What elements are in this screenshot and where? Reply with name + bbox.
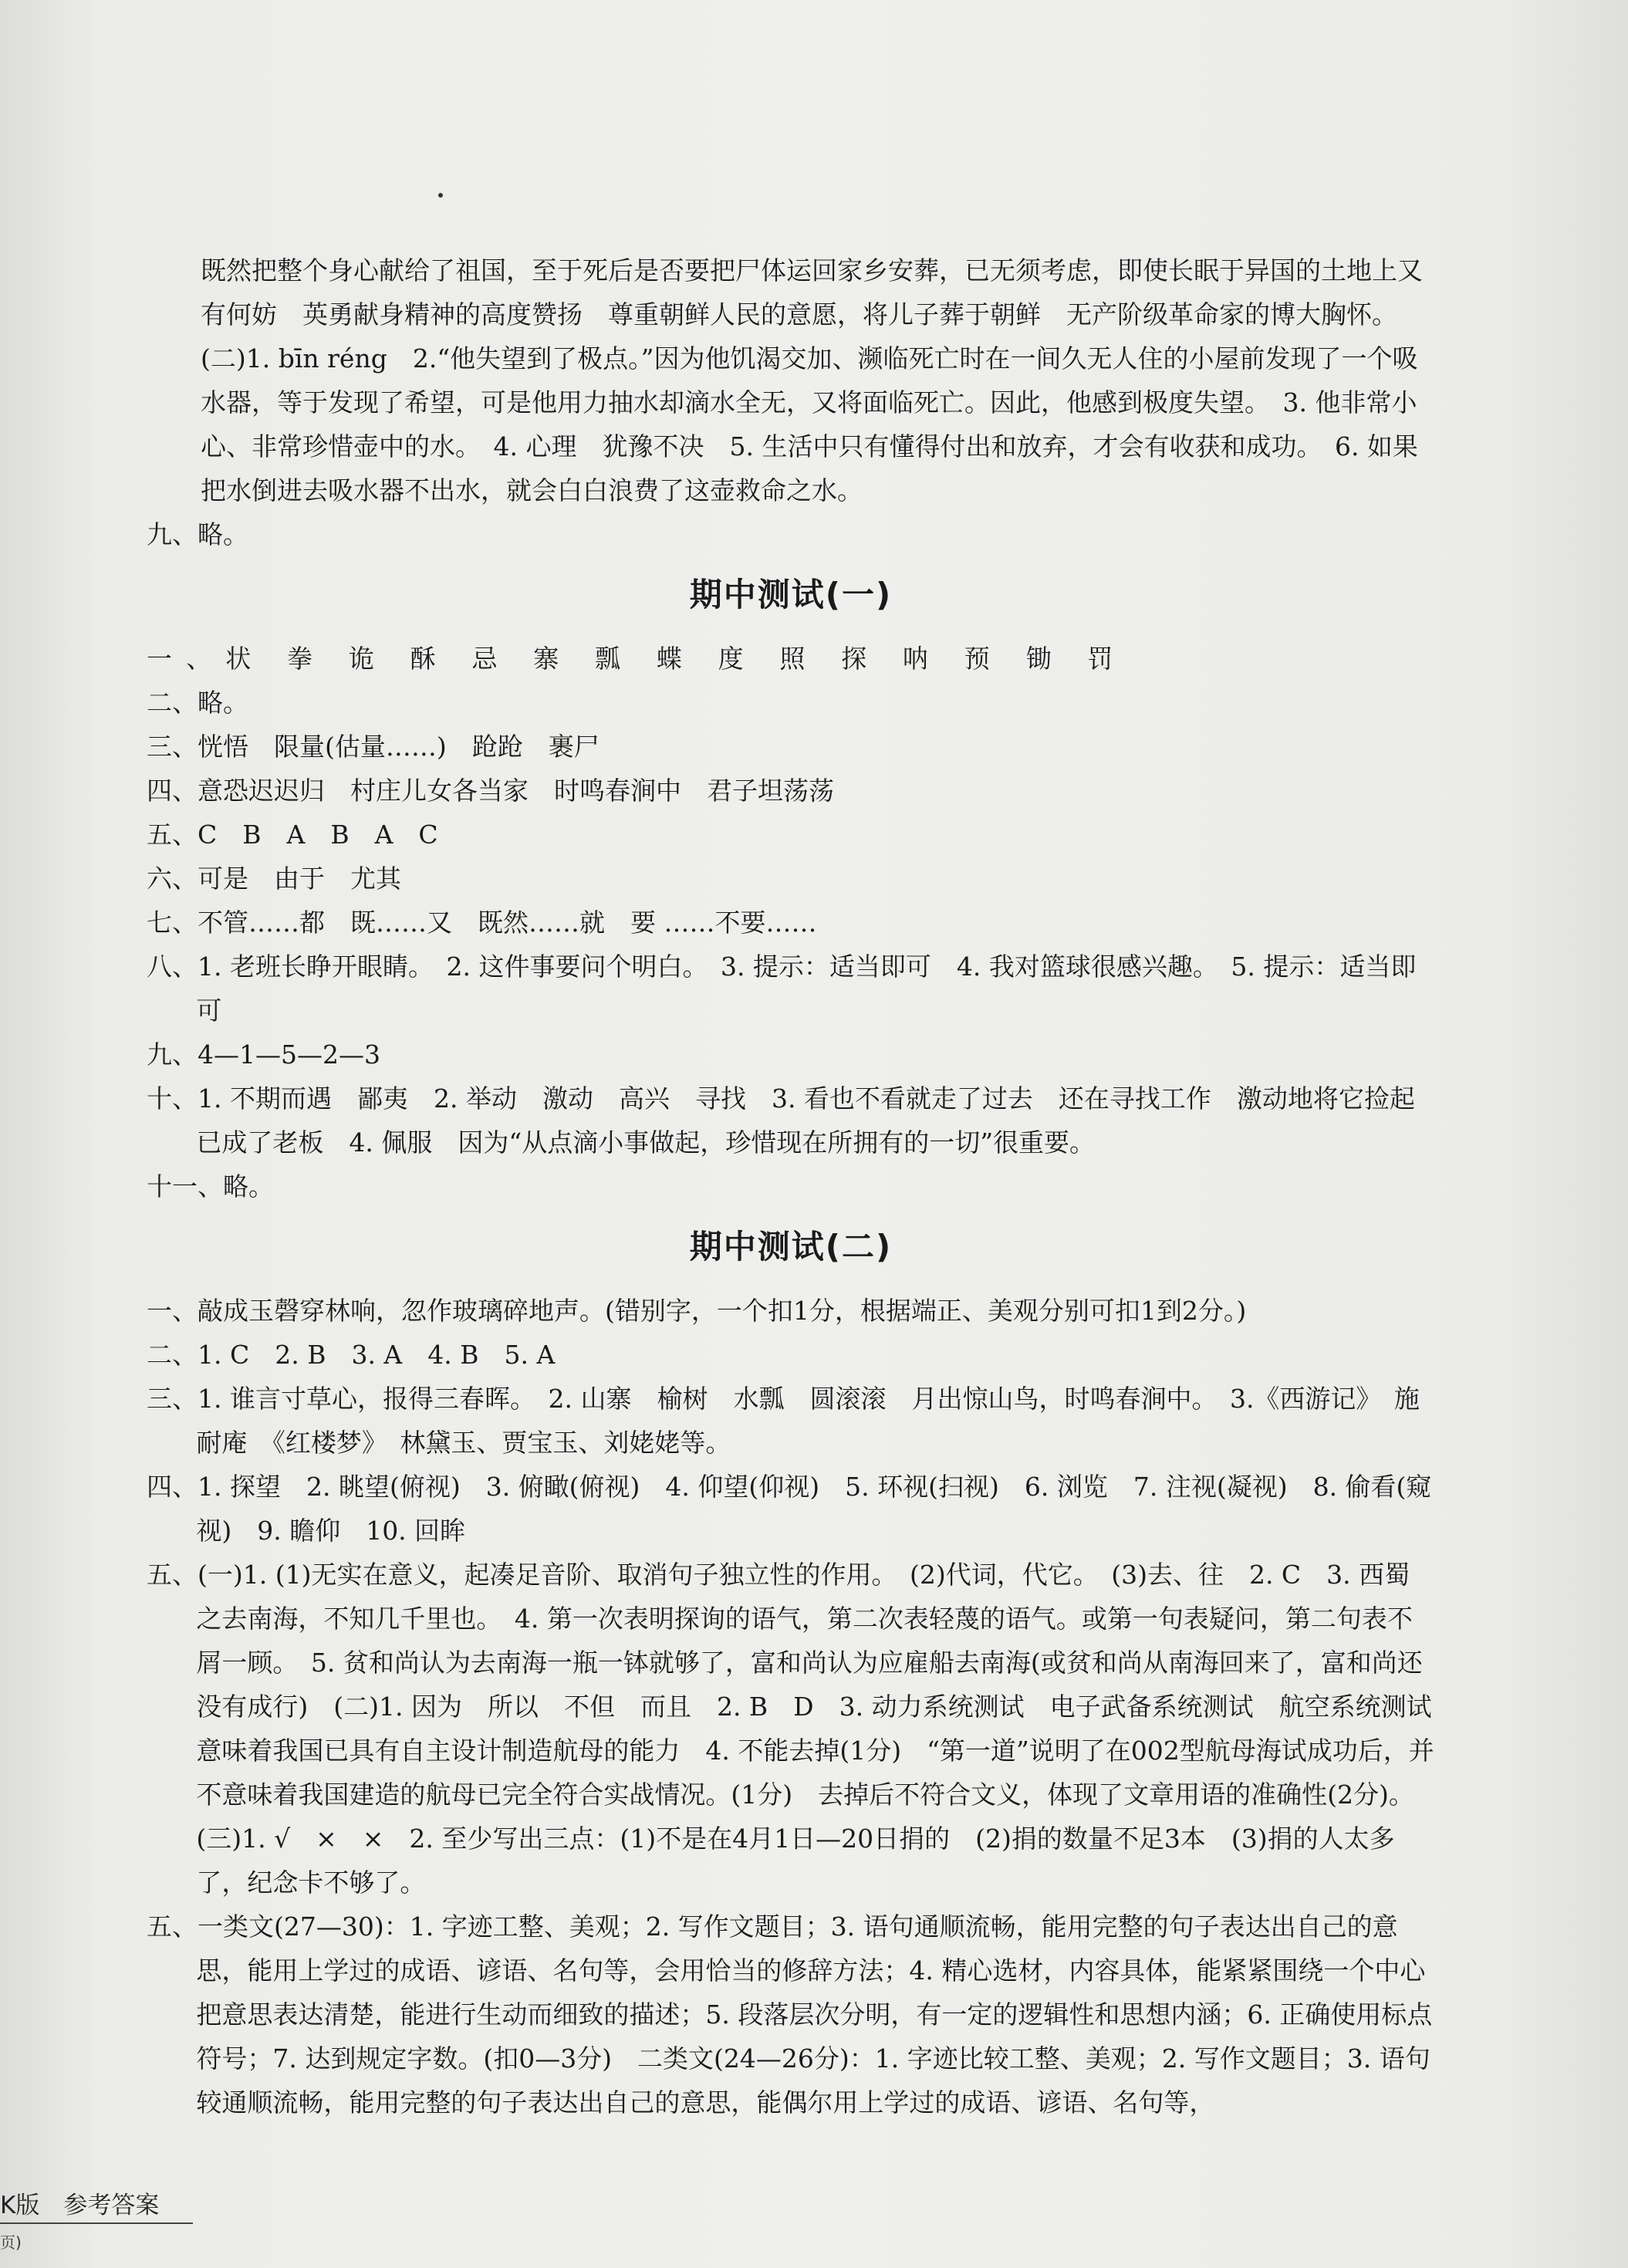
answer-item-nine: 九、略。 bbox=[147, 519, 248, 549]
answer-item: 十、1. 不期而遇 鄙夷 2. 举动 激动 高兴 寻找 3. 看也不看就走了过去 还在寻找工作 激动地将它捡起 已成了老板 4. 佩服 因为“从点滴小事做起，珍惜现在所拥有的一切”很重要。 bbox=[147, 1083, 1441, 1158]
answer-key-body bbox=[147, 248, 1457, 2124]
answer-item: 八、1. 老班长睁开眼睛。 2. 这件事要问个明白。 3. 提示：适当即可 4. 我对篮球很感兴趣。 5. 提示：适当即可 bbox=[147, 951, 1417, 1026]
footer-rule bbox=[0, 2222, 193, 2224]
answer-item: 十一、略。 bbox=[147, 1171, 274, 1202]
answer-item: 七、不管……都 既……又 既然……就 要 ……不要…… bbox=[147, 908, 817, 938]
section-title-midterm-2: 期中测试(二) bbox=[689, 1228, 893, 1266]
answer-item: 一、敲成玉磬穿林响，忽作玻璃碎地声。(错别字，一个扣1分，根据端正、美观分别可扣1到2分。) bbox=[147, 1296, 1247, 1326]
answer-item: 四、1. 探望 2. 眺望(俯视) 3. 俯瞰(俯视) 4. 仰望(仰视) 5. 环视(扫视) 6. 浏览 7. 注视(凝视) 8. 偷看(窥视) 9. 瞻仰 10. 回眸 bbox=[147, 1472, 1432, 1546]
answer-item: 五、(一)1. (1)无实在意义，起凑足音阶、取消句子独立性的作用。 (2)代词，代它。 (3)去、往 2. C 3. 西蜀之去南海，不知几千里也。 4. 第一次表明探询的语气，第二次表轻蔑的语气。或第一句表疑问，第二句表不屑一顾。 5. 贫和尚认为去南海一瓶一钵就够了，富和尚认为应雇船去南海(或贫和尚从南海回来了，富和尚还没有成行) (二)1. 因为 所以 不但 而且 2. B D 3. 动力系统测试 电子武备系统测试 航空系统测试 意味着我国已具有自主设计制造航母的能力 4. 不能去掉(1分) “第一道”说明了在002型航母海试成功后，并不意味着我国建造的航母已完全符合实战情况。(1分) 去掉后不符合文义，体现了文章用语的准确性(2分)。 (三)1. √ × × 2. 至少写出三点：(1)不是在4月1日—20日捐的 (2)捐的数量不足3本 (3)捐的人太多了，纪念卡不够了。 bbox=[147, 1560, 1457, 1898]
answer-item: 五、C B A B A C bbox=[147, 820, 438, 850]
answer-item: 二、1. C 2. B 3. A 4. B 5. A bbox=[147, 1340, 556, 1370]
footer-page-note: 页) bbox=[0, 2233, 22, 2252]
section-title-midterm-1: 期中测试(一) bbox=[689, 576, 893, 613]
answer-item: 九、4—1—5—2—3 bbox=[147, 1039, 380, 1070]
continued-answer-paragraph: 既然把整个身心献给了祖国，至于死后是否要把尸体运回家乡安葬，已无须考虑，即使长眠于异国的土地上又有何妨 英勇献身精神的高度赞扬 尊重朝鲜人民的意愿，将儿子葬于朝鲜 无产阶级革命家的博大胸怀。 (二)1. bīn réng 2.“他失望到了极点。”因为他饥渴交加、濒临死亡时在一间久无人住的小屋前发现了一个吸水器，等于发现了希望，可是他用力抽水却滴水全无，又将面临死亡。因此，他感到极度失望。 3. 他非常小心、非常珍惜壶中的水。 4. 心理 犹豫不决 5. 生活中只有懂得付出和放弃，才会有收获和成功。 6. 如果把水倒进去吸水器不出水，就会白白浪费了这壶救命之水。 bbox=[201, 255, 1423, 505]
footer-label: K版 参考答案 bbox=[0, 2192, 160, 2219]
answer-item: 三、恍悟 限量(估量……) 跄跄 裹尸 bbox=[147, 732, 600, 762]
answer-item: 三、1. 谁言寸草心，报得三春晖。 2. 山寨 榆树 水瓢 圆滚滚 月出惊山鸟，时鸣春涧中。 3.《西游记》 施耐庵 《红楼梦》 林黛玉、贾宝玉、刘姥姥等。 bbox=[147, 1384, 1420, 1458]
answer-item: 二、略。 bbox=[147, 688, 248, 718]
answer-item: 六、可是 由于 尤其 bbox=[147, 864, 401, 894]
answer-item: 五、一类文(27—30)：1. 字迹工整、美观；2. 写作文题目；3. 语句通顺流畅，能用完整的句子表达出自己的意思，能用上学过的成语、谚语、名句等，会用恰当的修辞方法；4. 精心选材，内容具体，能紧紧围绕一个中心把意思表达清楚，能进行生动而细致的描述；5. 段落层次分明，有一定的逻辑性和思想内涵；6. 正确使用标点符号；7. 达到规定字数。(扣0—3分) 二类文(24—26分)：1. 字迹比较工整、美观；2. 写作文题目；3. 语句较通顺流畅，能用完整的句子表达出自己的意思，能偶尔用上学过的成语、谚语、名句等， bbox=[147, 1911, 1433, 2118]
answer-item: 四、意恐迟迟归 村庄儿女各当家 时鸣春涧中 君子坦荡荡 bbox=[147, 776, 834, 806]
answer-item: 一、状 拳 诡 酥 忌 寨 瓢 蝶 度 照 探 呐 预 锄 罚 bbox=[147, 644, 1127, 674]
ink-dot bbox=[438, 193, 443, 198]
